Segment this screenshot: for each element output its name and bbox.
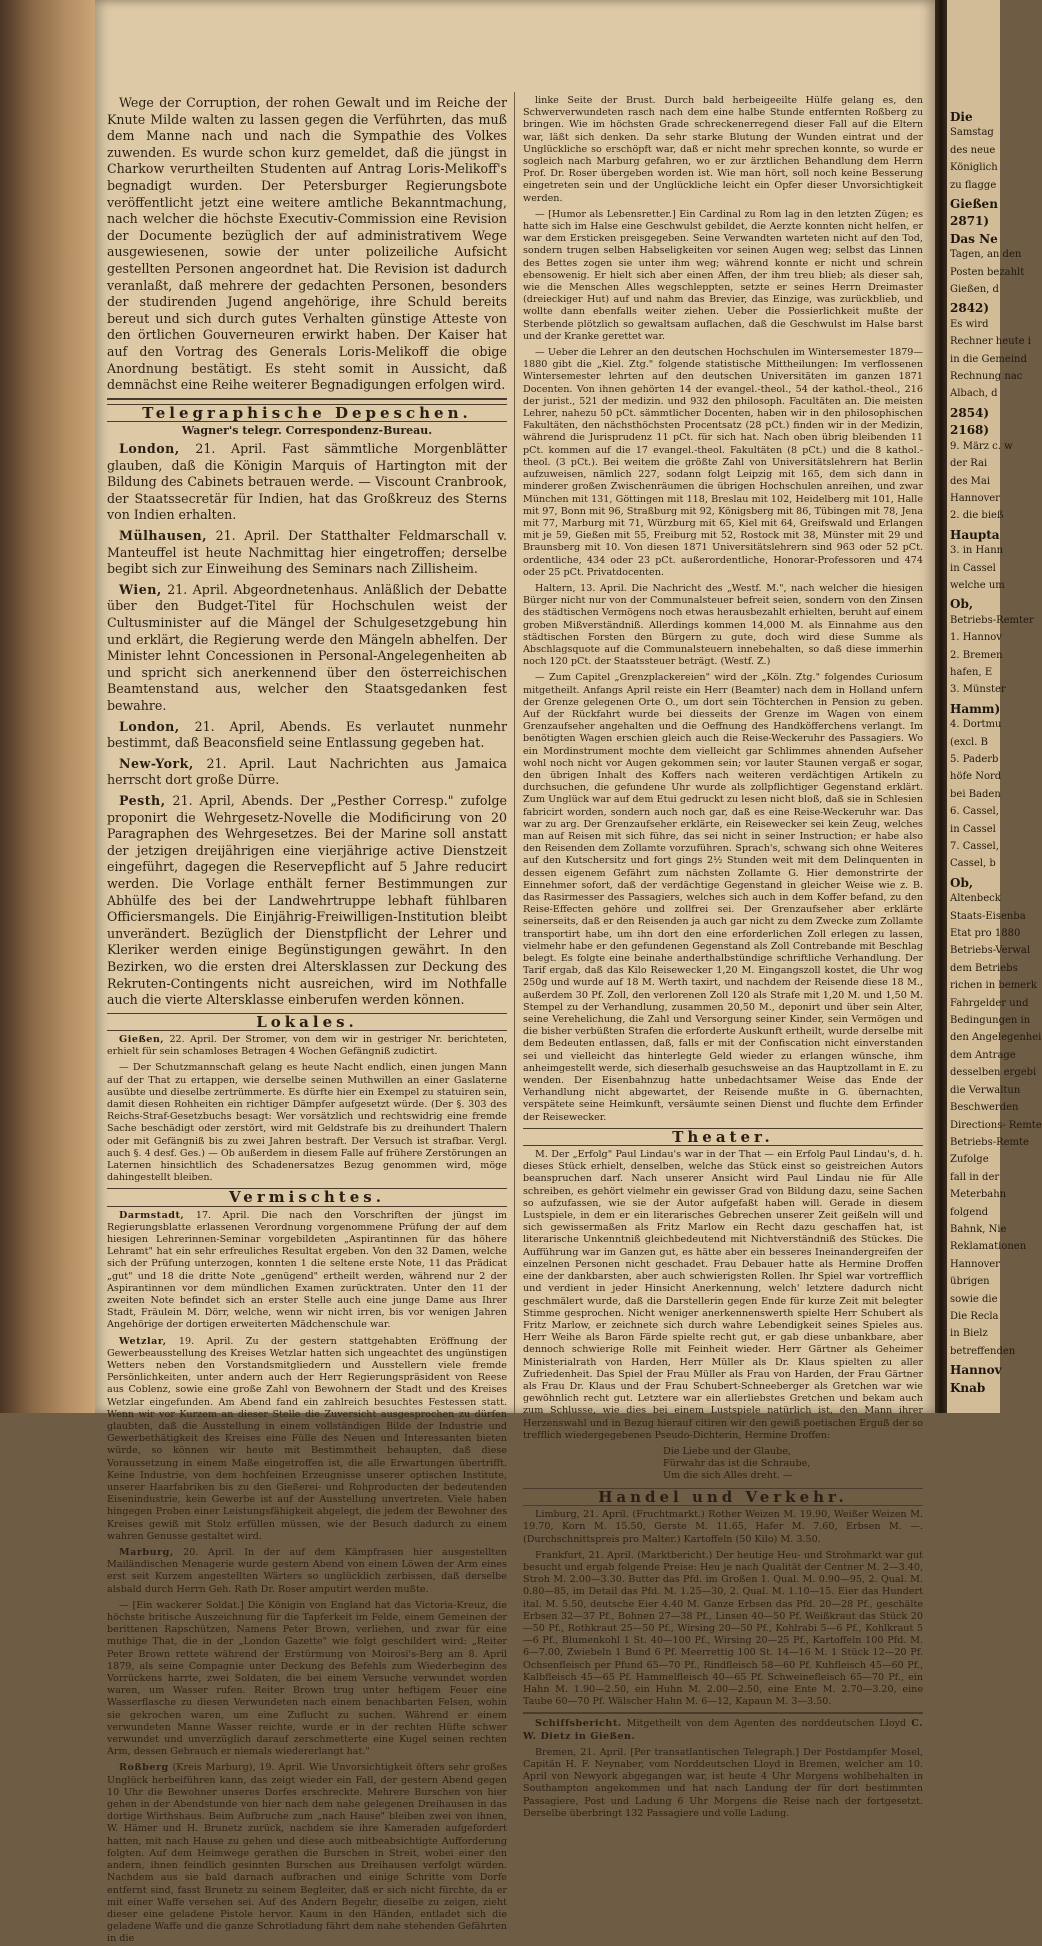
dateline: Marburg, — [119, 1547, 174, 1559]
adjacent-page-line: Hannov — [950, 1363, 1002, 1377]
adjacent-page-line: zu flagge — [950, 180, 997, 191]
vermischtes-text: 17. April. Die nach den Vorschriften der jüngst im Regierungsblatte erlassenen Verordnung vorgenommene Prüfung der auf dem hiesigen Lehrerinnen-Seminar vorgebildeten „Aspirantinnen für das höhere Lehramt" hat ein sehr erfreuliches Resultat ergeben. Von den 32 Damen, welche sich der Prüfung unterzogen, konnten 1 die seltene erste Note, 11 das Prädicat „gut" und 18 die dritte Note „genügend" ertheilt werden, während nur 2 der Aspirantinnen vor dem mündlichen Examen zurücktraten. Unter den 11 der zweiten Note befindet sich an erster Stelle auch eine junge Dame aus Ihrer Stadt, Fräulein M. Dörr, welche, wenn wir nicht irren, bis vor wenigen Jahren Angehörige der dortigen erweiterten Mädchenschule war. — [107, 1209, 507, 1331]
adjacent-page-line: in Cassel — [950, 824, 996, 835]
adjacent-page-line: 2842) — [950, 301, 990, 315]
adjacent-page-line: dem Antrage — [950, 1050, 1016, 1061]
vermischtes-item — [107, 1762, 507, 1945]
lokales-text: — Der Schutzmannschaft gelang es heute Nacht endlich, einen jungen Mann auf der That zu ertappen, wie derselbe seinen Muthwillen an einer Gaslaterne ausübte und dieselbe zertrümmerte. Es dürfte hier ein Exempel zu statuiren sein, damit diesen Rohheiten ein richtiger Dämpfer aufgesetzt würde. (Der §. 303 des Reichs-Straf-Gesetzbuchs besagt: Wer vorsätzlich und rechtswidrig eine fremde Sache beschädigt oder zerstört, wird mit Geldstrafe bis zu dreihundert Thalern oder mit Gefängniß bis zu zwei Jahren bestraft. Der Versuch ist strafbar. Vergl. auch §. 4 desf. Ges.) — Ob außerdem in diesem Falle auf frühere Zerstörungen an Laternen hinsichtlich des Schadenersatzes Bezug genommen wird, möge dahingestellt bleiben. — [107, 1062, 507, 1184]
adjacent-page-line: der Rai — [950, 458, 988, 469]
telegraph-text: 21. April. Laut Nachrichten aus Jamaica herrscht dort große Dürre. — [107, 755, 507, 788]
shipping-header — [523, 1718, 923, 1742]
newspaper-page — [95, 0, 935, 1945]
dateline: Pesth, — [119, 792, 166, 808]
telegraph-item — [107, 756, 507, 789]
telegraph-heading: Telegraphische Depeschen. — [107, 404, 507, 422]
poem-quote — [523, 1446, 923, 1482]
adjacent-page-line: Die Recla — [950, 1311, 999, 1322]
poem-line: Fürwahr das ist die Schraube, — [663, 1457, 811, 1469]
adjacent-page-line: den Angelegenhei — [950, 1032, 1042, 1043]
book-binding — [0, 0, 95, 1413]
adjacent-page-line: 2168) — [950, 423, 990, 437]
adjacent-page-line: Gießen, d — [950, 284, 999, 295]
page-gutter — [935, 0, 947, 1413]
adjacent-page-line: 2871) — [950, 214, 990, 228]
adjacent-page-line: Rechnung nac — [950, 371, 1023, 382]
left-column — [107, 95, 507, 1945]
adjacent-page-line: Bedingungen in — [950, 1015, 1031, 1026]
adjacent-page-line: Betriebs-Remter — [950, 615, 1034, 626]
adjacent-page-line: 6. Cassel, — [950, 806, 999, 817]
market-report: Frankfurt, 21. April. (Marktbericht.) Der heutige Heu- und Strohmarkt war gut besucht und ergab folgende Preise: Heu je nach Qualität der Centner M. 2—3.40, Stroh M. 2.00—3.30. Butter das Pfd. im Großen 1. Qual. M. 0.90—95, 2. Qual. M. 0.80—85, im Detail das Pfd. M. 1.25—30, 2. Qual. M. 1.10—15. Eier das Hundert ital. M. 5.50, deutsche Eier 4.40 M. Ganze Erbsen das Pfd. 20—28 Pf., geschälte Erbsen 32—37 Pf., Bohnen 27—38 Pf., Linsen 40—50 Pf. Weißkraut das Stück 20—50 Pf., Rothkraut 25—50 Pf., Wirsing 20—50 Pf., Kohlrabi 5—6 Pf., Kohlkraut 5—6 Pf., Blumenkohl 1 St. 40—100 Pf., Wirsing 20—25 Pf., Kartoffeln 100 Pfd. M. 6—7.00, Zwiebeln 1 Bund 6 Pf. Meerrettig 100 St. 14—16 M. 1 Stück 12—20 Pf. Ochsenfleisch per Pfund 65—70 Pf., Rindfleisch 58—60 Pf. Kuhfleisch 45—60 Pf., Kalbfleisch 45—65 Pf. Hammelfleisch 40—65 Pf. Schweinefleisch 65—70 Pf., ein Hahn M. 1.90—2.50, ein Huhn M. 2.00—2.50, eine Ente M. 2.70—3.20, eine Taube 60—70 Pf. Wälscher Hahn M. 6—12, Kapaun M. 3—3.50. — [523, 1549, 923, 1708]
vermischtes-text: — [Ein wackerer Soldat.] Die Königin von England hat das Victoria-Kreuz, die höchste britische Auszeichnung für die Tapferkeit im Felde, einem Gemeinen der berittenen Rapschützen, Namens Peter Brown, verliehen, und zwar für eine muthige That, die in der „London Gazette" wie folgt geschildert wird: „Reiter Peter Brown rettete während der Erstürmung von Moirosi's-Berg am 8. April 1879, als seine Compagnie unter Deckung des Befehls zum Wiederbeginn des Vorrückens harrte, zwei Soldaten, die bei einem Versuche verwundet worden waren, um Wasser rufen. Reiter Brown trug unter heftigem Feuer eine Wasserflasche zu diesen Verwundeten nach einem benachbarten Felsen, wohin sie gekrochen waren, um eine Zuflucht zu suchen. Während er einem verwundeten Manne Wasser reichte, wurde er in der rechten Hüfte schwer verwundet und unverzüglich darauf zerschmetterte eine Kugel seinen rechten Arm, dessen Gebrauch er niemals wiedererlangt hat." — [107, 1599, 507, 1758]
handel-heading: Handel und Verkehr. — [523, 1488, 923, 1506]
adjacent-page-line: Beschwerden — [950, 1102, 1019, 1113]
vermischtes-text: 19. April. Zu der gestern stattgehabten Eröffnung der Gewerbeausstellung des Kreises Wetzlar hatten sich ungeachtet des ungünstigen Wetters neben den Vorstandsmitgliedern und Ausstellern viele fremde Persönlichkeiten, unter andern auch der Herr Regierungspräsident von Reese aus Coblenz, sowie eine große Zahl von Bewohnern der Stadt und des Kreises Wetzlar eingefunden. Am Abend fand ein zahlreich besuchtes Festessen statt. Wenn wir vor Kurzem an dieser Stelle die Zuversicht ausgesprochen zu dürfen glaubten, daß die Ausstellung in einem vollständigen Bilde der Industrie und Gewerbethätigkeit des Kreises eine Fülle des Neuen und Interessanten bieten würde, so können wir heute mit Bestimmtheit behaupten, daß diese Voraussetzung in einem Maße eingetroffen ist, die alle Erwartungen übertrifft. Keine Industrie, von dem hochfeinen Erzeugnisse unserer optischen Institute, unserer Haarfabriken bis zu den Gießerei- und Rohproducten der bedeutenden Eisenindustrie, kein Gewerbe ist auf der Ausstellung unvertreten. Viele haben hingegen Proben einer Leistungsfähigkeit abgelegt, die jedem der Bewohner des Kreises gewiß mit Stolz erfüllen müssen, wie der Besuch dadurch zu einem wahren Genusse gestaltet wird. — [107, 1335, 507, 1542]
adjacent-page-line: betreffenden — [950, 1346, 1016, 1357]
adjacent-page-line: übrigen — [950, 1276, 990, 1287]
article-paragraph: — [Humor als Lebensretter.] Ein Cardinal zu Rom lag in den letzten Zügen; es hatte sich im Halse eine Geschwulst gebildet, die Aerzte konnten nicht helfen, er war dem Ersticken preisgegeben. Seine Verwandten warteten nicht auf den Tod, sondern trugen selben Habseligkeiten vor seinen Augen weg; selbst das Linnen des Bettes zogen sie unter ihm weg; während konnte er nicht und schrein ebensowenig. Er hielt sich aber einen Affen, der ihm treu blieb; als dieser sah, wie die Menschen Alles wegschleppten, setzte er seines Herrn Dreimaster (dreieckiger Hut) auf und nahm das Brevier, das Einzige, was zurückblieb, und wollte dann ebenfalls weiter ziehen. Ueber die Possierlichkeit mußte der Sterbende plötzlich so gewaltsam auflachen, daß die Geschwulst im Halse barst und der Kranke gerettet war. — [523, 208, 923, 342]
adjacent-page-line: desselben ergebi — [950, 1067, 1037, 1078]
adjacent-page-line: richen in bemerk — [950, 980, 1037, 991]
adjacent-page-line: (excl. B — [950, 737, 988, 748]
telegraph-block — [107, 441, 507, 1009]
adjacent-page-line: 9. März c. w — [950, 441, 1013, 452]
adjacent-page-line: Tagen, an den — [950, 249, 1022, 260]
vermischtes-item — [107, 1336, 507, 1543]
adjacent-page-line: 1. Hannov — [950, 632, 1002, 643]
adjacent-page-line: Hamm) — [950, 702, 1001, 716]
theater-heading: Theater. — [523, 1128, 923, 1146]
poem-line: Um die sich Alles dreht. — — [663, 1469, 793, 1481]
vermischtes-text: 20. April. In der auf dem Kämpfrasen hier ausgestellten Mailändischen Menagerie wurde gestern Abend von einem Löwen der Arm eines erst seit Kurzem angestellten Wärters so unglücklich zerbissen, daß derselbe alsbald durch Herrn Geh. Rath Dr. Roser amputirt werden mußte. — [107, 1547, 507, 1595]
telegraph-item — [107, 528, 507, 578]
adjacent-page-line: des Mai — [950, 476, 991, 487]
adjacent-page-line: Meterbahn — [950, 1189, 1007, 1200]
adjacent-page-line: Rechner heute i — [950, 336, 1031, 347]
adjacent-page-line: Haupta — [950, 528, 1000, 542]
shipping-agent: C. W. Dietz in Gießen. — [523, 1718, 923, 1742]
adjacent-page-line: Betriebs-Remte — [950, 1137, 1029, 1148]
dateline: Darmstadt, — [119, 1209, 185, 1221]
adjacent-page-line: Das Ne — [950, 232, 998, 246]
lokales-item — [107, 1034, 507, 1058]
telegraph-subheading: Wagner's telegr. Correspondenz-Bureau. — [181, 423, 433, 437]
adjacent-page-line: hafen, E — [950, 667, 993, 678]
adjacent-page-line: Samstag — [950, 127, 994, 138]
adjacent-page-line: Gießen — [950, 197, 998, 211]
adjacent-page — [947, 0, 1042, 1413]
adjacent-page-line: Ob, — [950, 876, 974, 890]
adjacent-page-line: folgend — [950, 1207, 989, 1218]
telegraph-text: 21. April. Der Statthalter Feldmarschall v. Manteuffel ist heute Nachmittag hier eingetroffen; derselbe begibt sich zur Einweihung des Seminars nach Zillisheim. — [107, 528, 507, 577]
lokales-item — [107, 1062, 507, 1184]
vermischtes-text: (Kreis Marburg), 19. April. Wie Unvorsichtigkeit öfters sehr großes Unglück herbeiführen kann, das zeigt wieder ein Fall, der gestern Abend gegen 10 Uhr die Bewohner unseres Dorfes erschreckte. Mehrere Burschen von hier gehen in der Abendstunde von hier nach dem nahe gelegenen Dreihausen in das dortige Wirthshaus. Beim Aufbruche zum „nach Hause" bleiben zwei von ihnen, W. Hämer und H. Brunetz zurück, nachdem sie ihre Kameraden aufgefordert hatten, mit nach Hause zu gehen und diese auch mitbeabsichtigte Aufforderung folgten. Auf dem Heimwege gerathen die Burschen in Streit, wobei einer den andern, ihnen feindlich gesinnten Burschen aus Dreihausen verfolgt würden. Nachdem aus sie bald darnach aufbrachen und einige Schritte vom Dorfe entfernt sind, fasst Brunetz zu seinem Begleiter, daß er sich nicht fürchte, da er mit einer Waffe versehen sei. Auf des Andern Begehr, dieselbe zu zeigen, zieht dieser eine geladene Pistole hervor. Kaum in den Händen, entladet sich die geladene Waffe und die ganze Schrotladung fährt dem nahe stehenden Gefährten in die — [107, 1762, 507, 1945]
adjacent-page-line: 7. Cassel, — [950, 841, 999, 852]
vermischtes-item — [107, 1600, 507, 1759]
adjacent-page-line: Albach, d — [950, 388, 998, 399]
adjacent-page-line: Staats-Eisenba — [950, 911, 1026, 922]
adjacent-page-line: sowie die — [950, 1294, 998, 1305]
vermischtes-heading: Vermischtes. — [107, 1188, 507, 1206]
article-paragraph: linke Seite der Brust. Durch bald herbeigeeilte Hülfe gelang es, den Schwerverwundeten rasch nach dem eine halbe Stunde entfernten Roßberg zu bringen. Wie im höchsten Grade schreckenerregend dieser Fall auf die Eltern war, läßt sich denken. Da sehr starke Blutung der Wunden eintrat und der Unglückliche so erschöpft war, daß er nicht mehr sprechen konnte, so wurde er sogleich nach Marburg gefahren, wo er zur ärztlichen Behandlung dem Herrn Prof. Dr. Roser übergeben worden ist. Wie man hört, soll noch keine Besserung eingetreten sein und der Unglückliche leicht ein Opfer dieser Unvorsichtigkeit werden. — [523, 95, 923, 204]
telegraph-text: 21. April. Fast sämmtliche Morgenblätter glauben, daß die Königin Marquis of Hartington mit der Bildung des Cabinets betrauen werde. — Viscount Cranbrook, der Staatssecretär für Indien, hat das Großkreuz des Sterns von Indien erhalten. — [107, 441, 507, 523]
telegraph-item — [107, 793, 507, 1009]
dateline: Gießen, — [119, 1033, 165, 1045]
section-rule — [107, 398, 507, 400]
adjacent-page-line: die Verwaltun — [950, 1085, 1021, 1096]
poem-line: Die Liebe und der Glaube, — [663, 1445, 791, 1457]
vermischtes-item — [107, 1210, 507, 1332]
dateline: Roßberg — [119, 1762, 169, 1774]
adjacent-page-line: in Cassel — [950, 563, 996, 574]
section-rule — [523, 1712, 923, 1714]
adjacent-page-line: Bahnk, Nie — [950, 1224, 1007, 1235]
adjacent-page-line: welche um — [950, 580, 1005, 591]
adjacent-page-line: dem Betriebs — [950, 963, 1018, 974]
adjacent-page-line: Ob, — [950, 597, 974, 611]
adjacent-page-line: bei Baden — [950, 789, 1001, 800]
adjacent-page-line: Hannover — [950, 1259, 1000, 1270]
adjacent-page-line: 5. Paderb — [950, 754, 999, 765]
adjacent-page-line: Knab — [950, 1381, 986, 1395]
adjacent-page-line: 2. die bieß — [950, 510, 1004, 521]
dateline: Wetzlar, — [119, 1335, 167, 1347]
adjacent-page-line: 4. Dortmu — [950, 719, 1002, 730]
theater-review: M. Der „Erfolg" Paul Lindau's war in der That — ein Erfolg Paul Lindau's, d. h. dieses Stück erhielt, denselben, welche das Stück einst so geistreichen Autors beanspruchen darf. Nach unserer Ansicht wird Paul Lindau nie für Alle schreiben, es gehört vielmehr ein gewisser Grad von Bildung dazu, seine Sachen so aufzufassen, wie sie der Autor aufgefaßt haben will. Gerade in diesem Lustspiele, in dem er ein literarisches Gebrechen unserer Zeit geißeln will und sich gewissermaßen als Fritz Marlow ein Recht dazu geschaffen hat, ist literarische Unkenntniß gleichbedeutend mit Nichtverständniß des Stückes. Die Aufführung war im Ganzen gut, es hätte aber ein besseres Ineinandergreifen der einzelnen Personen nicht geschadet. Frau Debauer hatte als Hermine Droffen eine der dankbarsten, aber auch schwierigsten Rollen. Ihr Spiel war vortrefflich und verdient in jeder Hinsicht Anerkennung, welch' letztere dadurch nicht geschmälert wurde, daß die Darstellerin gegen Ende für kurze Zeit mit belegter Stimme gesprochen. Nicht weniger anerkennenswerth spielte Herr Schubert als Fritz Marlow, er zeichnete sich durch wahre Lebendigkeit seines Spieles aus. Herr Weihe als Baron Färde spielte recht gut, er gab diese unbankbare, aber dennoch schwierige Rolle mit Feinheit wieder. Herr Gärtner als Geheimer Ministerialrath von Harden, Herr Müller als Dr. Klaus spielten zu aller Zufriedenheit. Das Spiel der Frau Müller als Frau von Harden, der Frau Gärtner als Frau Dr. Klaus und der Frau Schubert-Schneeberger als Gretchen war wie gewöhnlich recht gut. Letztere war ein allerliebstes Gretchen und bekam auch zum Schlusse, wie dies bei einem Lustspiele natürlich ist, den Mann ihrer Herzenswahl und in Bezug hierauf citiren wir den gewiß poetischen Erguß der so trefflich wiedergegebenen Pseudo-Dichterin, Hermine Droffen: — [523, 1149, 923, 1441]
article-paragraph: Haltern, 13. April. Die Nachricht des „Westf. M.", nach welcher die hiesigen Bürger nicht nur von der Communalsteuer befreit seien, sondern von den Zinsen des städtischen Vermögens noch etwas herausbezahlt erhielten, beruht auf einem groben Mißverständniß. Allerdings kommen 14,000 M. als Einnahme aus den städtischen Forsten den Bürgern zu gute, doch wird diese Summe als Abschlagsquote auf die Communalsteuern innebehalten, so daß diese immerhin noch 120 pCt. der Staatssteuer beträgt. (Westf. Z.) — [523, 582, 923, 668]
adjacent-page-line: Altenbeck — [950, 893, 1001, 904]
adjacent-page-line: Hannover — [950, 493, 1000, 504]
adjacent-page-line: in die Gemeind — [950, 354, 1027, 365]
adjacent-page-line: 2. Bremen — [950, 650, 1003, 661]
adjacent-page-line: Cassel, b — [950, 858, 996, 869]
dateline: London, — [119, 441, 180, 457]
lokales-heading: Lokales. — [107, 1013, 507, 1031]
adjacent-page-line: Etat pro 1880 — [950, 928, 1021, 939]
lokales-text: 22. April. Der Stromer, von dem wir in gestriger Nr. berichteten, erhielt für sein schamloses Betragen 4 Wochen Gefängniß zudictirt. — [107, 1033, 507, 1058]
market-report: Limburg, 21. April. (Fruchtmarkt.) Rother Weizen M. 19.90, Weißer Weizen M. 19.70, Korn M. 15.50, Gerste M. 11.65, Hafer M. 7.60, Erbsen M. —. (Durchschnittspreis pro Malter.) Kartoffeln (50 Kilo) M. 3.50. — [523, 1509, 923, 1545]
dateline: Mülhausen, — [119, 528, 207, 544]
adjacent-page-line: Betriebs-Verwal — [950, 945, 1031, 956]
article-paragraph: — Zum Capitel „Grenzplackereien" wird der „Köln. Ztg." folgendes Curiosum mitgetheilt. Anfangs April reiste ein Herr (Beamter) nach dem in Holland unfern der Grenze gelegenen Orte O., um dort sein Töchterchen in Pension zu geben. Auf der Rückfahrt wurde bei diesseits der Grenze im Wagen von einem Grenzaufseher angehalten und die Oeffnung des Handköfferchens verlangt. Im benötigten Wagen erschien gleich auch die Reise-Weckeruhr des Passagiers. Wo ein Mordinstrument mochte dem vielleicht gar Schlimmes ahnenden Aufseher wohl noch nicht vor Augen gekommen sein; vor lauter Staunen vergaß er sogar, den übrigen Inhalt des Koffers nach weiteren verdächtigen Artikeln zu durchsuchen, die gefundene Uhr wurde als zollpflichtiger Gegenstand erklärt. Zum Unglück war auf dem Etui gedruckt zu lesen nicht bloß, daß sie in Schlesien fabricirt worden, sondern auch noch gar, daß es eine Reise-Weckeruhr war. Das war zu arg. Der Grenzaufseher erklärte, ein Reisewecker sei kein Zeug, welches man auf Reisen mit sich führe, das sei nicht in seiner Instruction; er habe also den Reisenden dem Zollamte vorzuführen. Sprach's, schwang sich ohne Weiteres auf den Kutschersitz und fort gings 2½ Stunden weit mit dem Delinquenten in dessen eigenem Gefährt zum nächsten Zollamte G. Hier demonstrirte der Einnehmer sofort, daß der verdächtige Gegenstand in gleicher Weise wie z. B. das Rasirmesser des Passagiers, welches sich auch in dem Koffer befand, zu den Reise-Effecten gehöre und zollfrei sei. Der Grenzaufseher aber erklärte seinerseits, daß er den Reisenden ja auch gar nicht zu dem Zwecke zum Zollamte transportirt habe, um ihn dort den eine erforderlichen Zoll erlegen zu lassen, vielmehr habe er den gefundenen Gegenstand als Zoll Contrebande mit Beschlag belegt. Es folgte eine beinahe anderthalbstündige schriftliche Verhandlung. Der Tarif ergab, daß das Kilo Reisewecker 1,20 M. Eingangszoll kostet, die Uhr wog 250g und wurde auf 18 M. Werth taxirt, und nachdem der Reisende diese 18 M., außerdem 30 Pf. Zoll, den verlorenen Zoll 120 als Strafe mit 1,20 M. und 1,50 M. Stempel zu der Verhandlung, zusammen 20,50 M., deponirt und über sein Alter, seine Verehelichung, die Zahl und Versorgung seiner Kinder, sein Vermögen und die bisher verbüßten Strafen die erforderte Auskunft ertheilt, wurde derselbe mit dem Bedeuten entlassen, daß, falls er mit der Confiscation nicht einverstanden sei und vielleicht das hinterlegte Geld wieder zu erlangen wünsche, ihm anheimgestellt werde, sich dieserhalb gesuchsweise an das Hauptzollamt in E. zu wenden. Der Eisenbahnzug hatte unbedachtsamer Weise das Ende der Verhandlung nicht abgewartet, der Reisende mußte in G. übernachten, verspätete seine Heimkunft, versäumte seinen Dienst und fluchte dem Erfinder der Reisewecker. — [523, 672, 923, 1123]
telegraph-text: 21. April, Abends. Es verlautet nunmehr bestimmt, daß Beaconsfield seine Entlassung gegeben hat. — [107, 718, 507, 751]
adjacent-page-line: Directions- Remte — [950, 1120, 1042, 1131]
dateline: New-York, — [119, 755, 194, 771]
column-rule — [514, 92, 515, 1413]
adjacent-page-line: 2854) — [950, 406, 990, 420]
adjacent-page-line: 3. in Hann — [950, 545, 1004, 556]
shipping-subheading: Mitgetheilt von dem Agenten des norddeutschen Lloyd — [626, 1718, 907, 1730]
dateline: Wien, — [119, 581, 162, 597]
vermischtes-item — [107, 1547, 507, 1596]
adjacent-page-line: Posten bezahlt — [950, 267, 1025, 278]
intro-block — [107, 95, 507, 394]
adjacent-page-line: Reklamationen — [950, 1241, 1027, 1252]
adjacent-page-line: Es wird — [950, 319, 989, 330]
right-column — [523, 95, 923, 1819]
adjacent-page-line: 3. Münster — [950, 684, 1006, 695]
intro-paragraph: Wege der Corruption, der rohen Gewalt und im Reiche der Knute Milde walten zu lassen gegen die Verführten, das muß dem Manne nach und nach die Sympathie des Volkes zuwenden. Es wurde schon kurz gemeldet, daß die jüngst in Charkow verurtheilten Studenten auf Antrag Loris-Melikoff's begnadigt wurden. Der Petersburger Regierungsbote veröffentlicht jetzt eine weitere amtliche Bekanntmachung, nach welcher die höchste Executiv-Commission eine Revision der Documente bezüglich der auf administrativem Wege ausgewiesenen, sowie der unter polizeiliche Aufsicht gestellten Personen angeordnet hat. Die Revision ist dadurch veranlaßt, daß mehrere der gedachten Personen, besonders der studirenden Jugend angehörige, ihre Schuld bereits bereut und sich durch gutes Verhalten günstige Atteste von den örtlichen Gouverneuren erwirkt haben. Der Kaiser hat auf den Vortrag des Generals Loris-Melikoff die obige Anordnung bestätigt. Es steht somit in Aussicht, daß demnächst eine Reihe weiterer Begnadigungen erfolgen wird. — [107, 95, 507, 393]
adjacent-page-line: Königlich — [950, 162, 998, 173]
adjacent-page-line: in Bielz — [950, 1328, 988, 1339]
adjacent-page-line: Die — [950, 110, 973, 124]
adjacent-page-line: fall in der — [950, 1172, 1000, 1183]
adjacent-page-line: des neue — [950, 145, 996, 156]
article-paragraph: — Ueber die Lehrer an den deutschen Hochschulen im Wintersemester 1879—1880 gibt die „Kiel. Ztg." folgende statistische Mittheilungen: Im verflossenen Wintersemester lehrten auf den deutschen Universitäten im ganzen 1871 Docenten. Von ihnen gehörten 14 der evangel.-theol., 54 der kathol.-theol., 216 der jurist., 521 der medizin. und 932 den philosoph. Facultäten an. Die meisten Lehrer, nahezu 50 pCt. sämmtlicher Docenten, haben wir in den philosophischen Fakultäten, den nächsthöchsten Procentsatz (28 pCt.) finden wir in der Medizin, während die Jurisprudenz 11 pCt. für sich hat. Nach oben übrig bleibenden 11 pCt. kommen auf die 17 evangel.-theol. Fakultäten (8 pCt.) und die 8 kathol.-theol. (3 pCt.). Bei weitem die größte Zahl von Universitätslehrern hat Berlin aufzuweisen, nämlich 227, sodann folgt Leipzig mit 165, dem sich dann in minderer großen Zwischenräumen die übrigen Hochschulen anreihen, und zwar München mit 131, Göttingen mit 118, Breslau mit 102, Heidelberg mit 101, Halle mit 97, Bonn mit 96, Straßburg mit 92, Königsberg mit 86, Tübingen mit 78, Jena mit 77, Marburg mit 71, Würzburg mit 65, Kiel mit 64, Greifswald und Erlangen mit je 59, Gießen mit 55, Freiburg mit 52, Rostock mit 38, Münster mit 29 und Braunsberg mit 10. Von diesen 1871 Universitätslehrern sind 963 oder 52 pCt. ordentliche, 434 oder 23 pCt. außerordentliche, Honorar-Professoren und 474 oder 25 pCt. Privatdocenten. — [523, 347, 923, 578]
telegraph-item — [107, 441, 507, 524]
telegraph-item — [107, 582, 507, 715]
telegraph-text: 21. April. Abgeordnetenhaus. Anläßlich der Debatte über den Budget-Titel für Hochschulen weist der Cultusminister auf die Mängel der Schulgesetzgebung hin und erklärt, die Regierung werde den Mängeln abhelfen. Der Minister lehnt Concessionen in Personal-Angelegenheiten ab und spricht sich anerkennend über den österreichischen Beamtenstand aus, welcher den Staatsgedanken fest bewahre. — [107, 581, 507, 713]
shipping-heading: Schiffsbericht. — [535, 1718, 622, 1730]
adjacent-page-line: Zufolge — [950, 1154, 989, 1165]
adjacent-page-line: Fahrgelder und — [950, 998, 1029, 1009]
telegraph-text: 21. April, Abends. Der „Pesther Corresp." zufolge proponirt die Wehrgesetz-Novelle die Modificirung von 20 Paragraphen des Wehrgesetzes. Bei der Marine soll anstatt der jetzigen dreijährigen eine vierjährige active Dienstzeit eingeführt, dagegen die Reservepflicht auf 5 Jahre reducirt werden. Die Vorlage enthält ferner Bestimmungen zur Abhülfe des bei der Landwehrtruppe lebhaft fühlbaren Officiersmangels. Die Einjährig-Freiwilligen-Institution bleibt unverändert. Bezüglich der Dienstpflicht der Lehrer und Kleriker werden einige Begünstigungen gewährt. In den Bezirken, wo die ersten drei Altersklassen zur Deckung des Rekruten-Contingents nicht ausreichen, wird im Nothfalle auch die vierte Altersklasse einberufen werden können. — [107, 792, 507, 1008]
shipping-report: Bremen, 21. April. [Per transatlantischen Telegraph.] Der Postdampfer Mosel, Capitän H. F. Neynaber, vom Norddeutschen Lloyd in Bremen, welcher am 10. April von Newyork abgegangen war, ist heute 4 Uhr Morgens wohlbehalten in Southampton angekommen und hat nach Landung der für dort bestimmten Passagiere, Post und Ladung 6 Uhr Morgens die Reise nach der fortgesetzt. Derselbe überbringt 132 Passagiere und volle Ladung. — [523, 1746, 923, 1819]
telegraph-item — [107, 719, 507, 752]
dateline: London, — [119, 718, 180, 734]
adjacent-page-line: höfe Nord — [950, 771, 1002, 782]
